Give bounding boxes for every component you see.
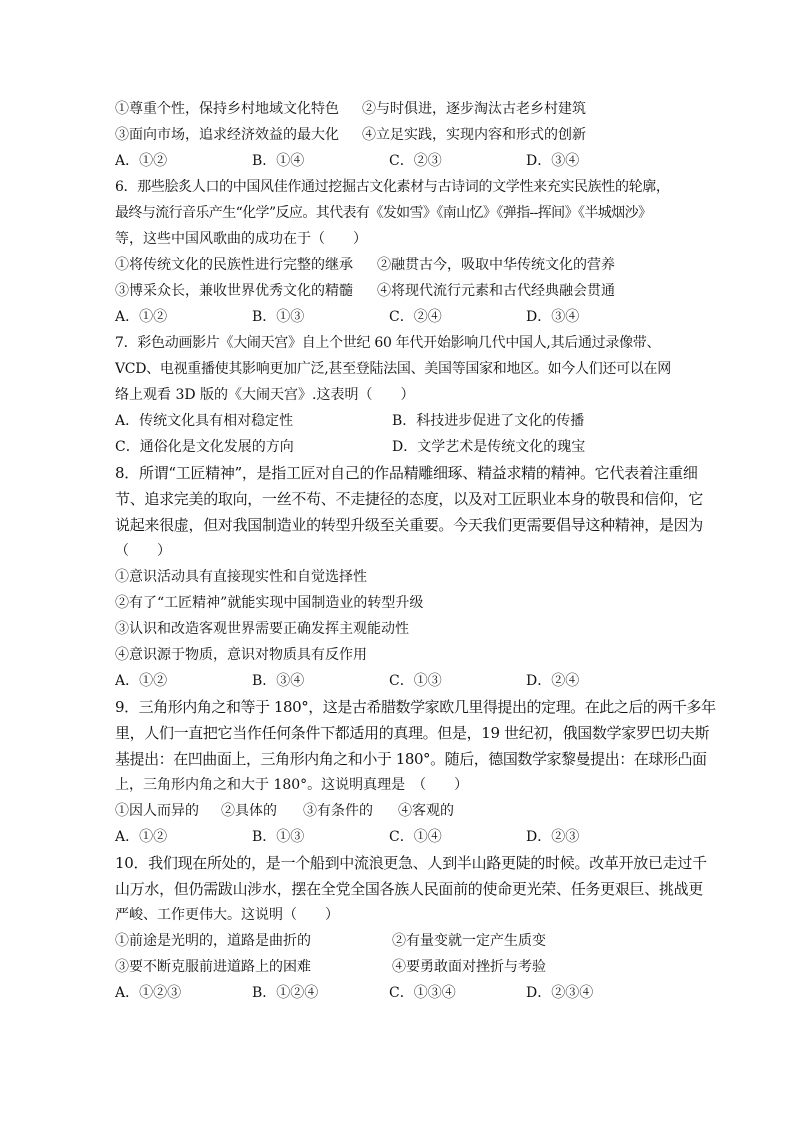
q9-option-c: C．①④	[389, 829, 442, 845]
q7-option-a: A．传统文化具有相对稳定性	[115, 413, 294, 429]
q9-option-a: A．①②	[115, 829, 168, 845]
q7-option-b: B．科技进步促进了文化的传播	[392, 413, 585, 429]
q7-option-c: C．通俗化是文化发展的方向	[115, 439, 294, 455]
q6-option-c: C．②④	[389, 309, 442, 325]
q8-statement-2: ②有了“工匠精神”就能实现中国制造业的转型升级	[115, 595, 424, 611]
q5-option-d: D．③④	[526, 153, 580, 169]
q7-stem-line-2: VCD、电视重播使其影响更加广泛,甚至登陆法国、美国等国家和地区。如今人们还可以在网	[115, 361, 671, 377]
q9-stem-line-3: 基提出：在凹曲面上，三角形内角之和小于 180°。随后，德国数学家黎曼提出：在球形凸面	[115, 750, 707, 768]
q6-stem-line-1: 6．那些脍炙人口的中国风佳作通过挖掘古文化素材与古诗词的文学性来充实民族性的轮廓，	[115, 179, 670, 195]
q5-statement-3: ③面向市场，追求经济效益的最大化	[115, 127, 339, 143]
q9-statement-1: ①因人而异的	[115, 803, 199, 819]
q8-option-b: B．③④	[252, 673, 305, 689]
q6-statement-row-2	[115, 278, 685, 304]
q10-option-c: C．①③④	[389, 985, 456, 1001]
q6-statement-3: ③博采众长，兼收世界优秀文化的精髓	[115, 283, 353, 299]
q9-stem-line-1: 9．三角形内角之和等于 180°，这是古希腊数学家欧几里得提出的定理。在此之后的两千多年	[115, 698, 716, 716]
q10-option-a: A．①②③	[115, 985, 182, 1001]
q10-option-b: B．①②④	[252, 985, 319, 1001]
q8-stem-line-4: （ ）	[115, 543, 171, 559]
q10-option-d: D．②③④	[526, 985, 594, 1001]
q9-stem-line-2: 里，人们一直把它当作任何条件下都适用的真理。但是，19 世纪初，俄国数学家罗巴切夫斯	[115, 724, 710, 742]
q10-options	[115, 980, 685, 1006]
q8-option-a: A．①②	[115, 673, 168, 689]
q5-statement-1: ①尊重个性，保持乡村地域文化特色	[115, 101, 339, 117]
q6-statement-row-1	[115, 252, 685, 278]
q10-stem-line-2: 山万水，但仍需跋山涉水，摆在全党全国各族人民面前的使命更光荣、任务更艰巨、挑战更	[115, 880, 704, 898]
q5-statement-2: ②与时俱进，逐步淘汰古老乡村建筑	[362, 101, 586, 117]
q5-options	[115, 148, 685, 174]
q8-options	[115, 668, 685, 694]
q8-option-c: C．①③	[389, 673, 442, 689]
q5-option-b: B．①④	[252, 153, 305, 169]
q7-option-row-2	[115, 434, 685, 460]
q10-statement-3: ③要不断克服前进道路上的困难	[115, 959, 311, 975]
q8-option-d: D．②④	[526, 673, 580, 689]
q6-statement-1: ①将传统文化的民族性进行完整的继承	[115, 257, 353, 273]
q10-statement-row-1	[115, 928, 685, 954]
q9-statement-2: ②具体的	[221, 803, 277, 819]
q9-option-d: D．②③	[526, 829, 594, 845]
q10-statement-4: ④要勇敢面对挫折与考验	[392, 959, 546, 975]
q9-statements	[115, 798, 685, 824]
q10-statement-1: ①前途是光明的，道路是曲折的	[115, 933, 311, 949]
q6-option-a: A．①②	[115, 309, 168, 325]
q7-option-d: D．文学艺术是传统文化的瑰宝	[392, 439, 586, 455]
q6-statement-4: ④将现代流行元素和古代经典融会贯通	[377, 283, 615, 299]
q9-stem-line-4: 上，三角形内角之和大于 180°。这说明真理是 （ ）	[115, 777, 469, 793]
q9-statement-3: ③有条件的	[303, 803, 373, 819]
q9-statement-4: ④客观的	[398, 803, 468, 819]
q7-option-row-1	[115, 408, 685, 434]
q10-stem-line-3: 严峻、工作更伟大。这说明（ ）	[115, 907, 339, 923]
q7-stem-line-1: 7．彩色动画影片《大闹天宫》自上个世纪 60 年代开始影响几代中国人,其后通过录像带、	[115, 335, 661, 351]
q8-statement-4: ④意识源于物质，意识对物质具有反作用	[115, 647, 367, 663]
q5-option-a: A．①②	[115, 153, 168, 169]
q7-stem-line-3: 络上观看 3D 版的《大闹天宫》.这表明（ ）	[115, 387, 415, 403]
q6-option-b: B．①③	[252, 309, 305, 325]
q8-statement-1: ①意识活动具有直接现实性和自觉选择性	[115, 569, 367, 585]
q8-stem-line-3: 说起来很虚，但对我国制造业的转型升级至关重要。今天我们更需要倡导这种精神，是因为	[115, 516, 704, 534]
q5-statement-row-1	[115, 96, 685, 122]
q5-statement-row-2	[115, 122, 685, 148]
q9-option-b: B．①③	[252, 829, 305, 845]
q10-statement-2: ②有量变就一定产生质变	[392, 933, 546, 949]
q8-stem-line-2: 节、追求完美的取向，一丝不苟、不走捷径的态度，以及对工匠职业本身的敬畏和信仰，它	[115, 490, 704, 508]
q6-statement-2: ②融贯古今，吸取中华传统文化的营养	[377, 257, 615, 273]
q6-stem-line-2: 最终与流行音乐产生“化学”反应。其代表有《发如雪》《南山忆》《弹指--挥间》《半城烟沙》	[115, 205, 652, 221]
q6-options	[115, 304, 685, 330]
q8-stem-line-1: 8．所谓“工匠精神”，是指工匠对自己的作品精雕细琢、精益求精的精神。它代表着注重细	[115, 464, 698, 482]
q5-option-c: C．②③	[389, 153, 442, 169]
q6-option-d: D．③④	[526, 309, 580, 325]
q6-stem-line-3: 等，这些中国风歌曲的成功在于（ ）	[115, 231, 367, 247]
q9-options	[115, 824, 685, 850]
q8-statement-3: ③认识和改造客观世界需要正确发挥主观能动性	[115, 621, 409, 637]
q5-statement-4: ④立足实践，实现内容和形式的创新	[362, 127, 586, 143]
q10-statement-row-2	[115, 954, 685, 980]
q10-stem-line-1: 10．我们现在所处的，是一个船到中流浪更急、人到半山路更陡的时候。改革开放已走过千	[115, 854, 707, 872]
